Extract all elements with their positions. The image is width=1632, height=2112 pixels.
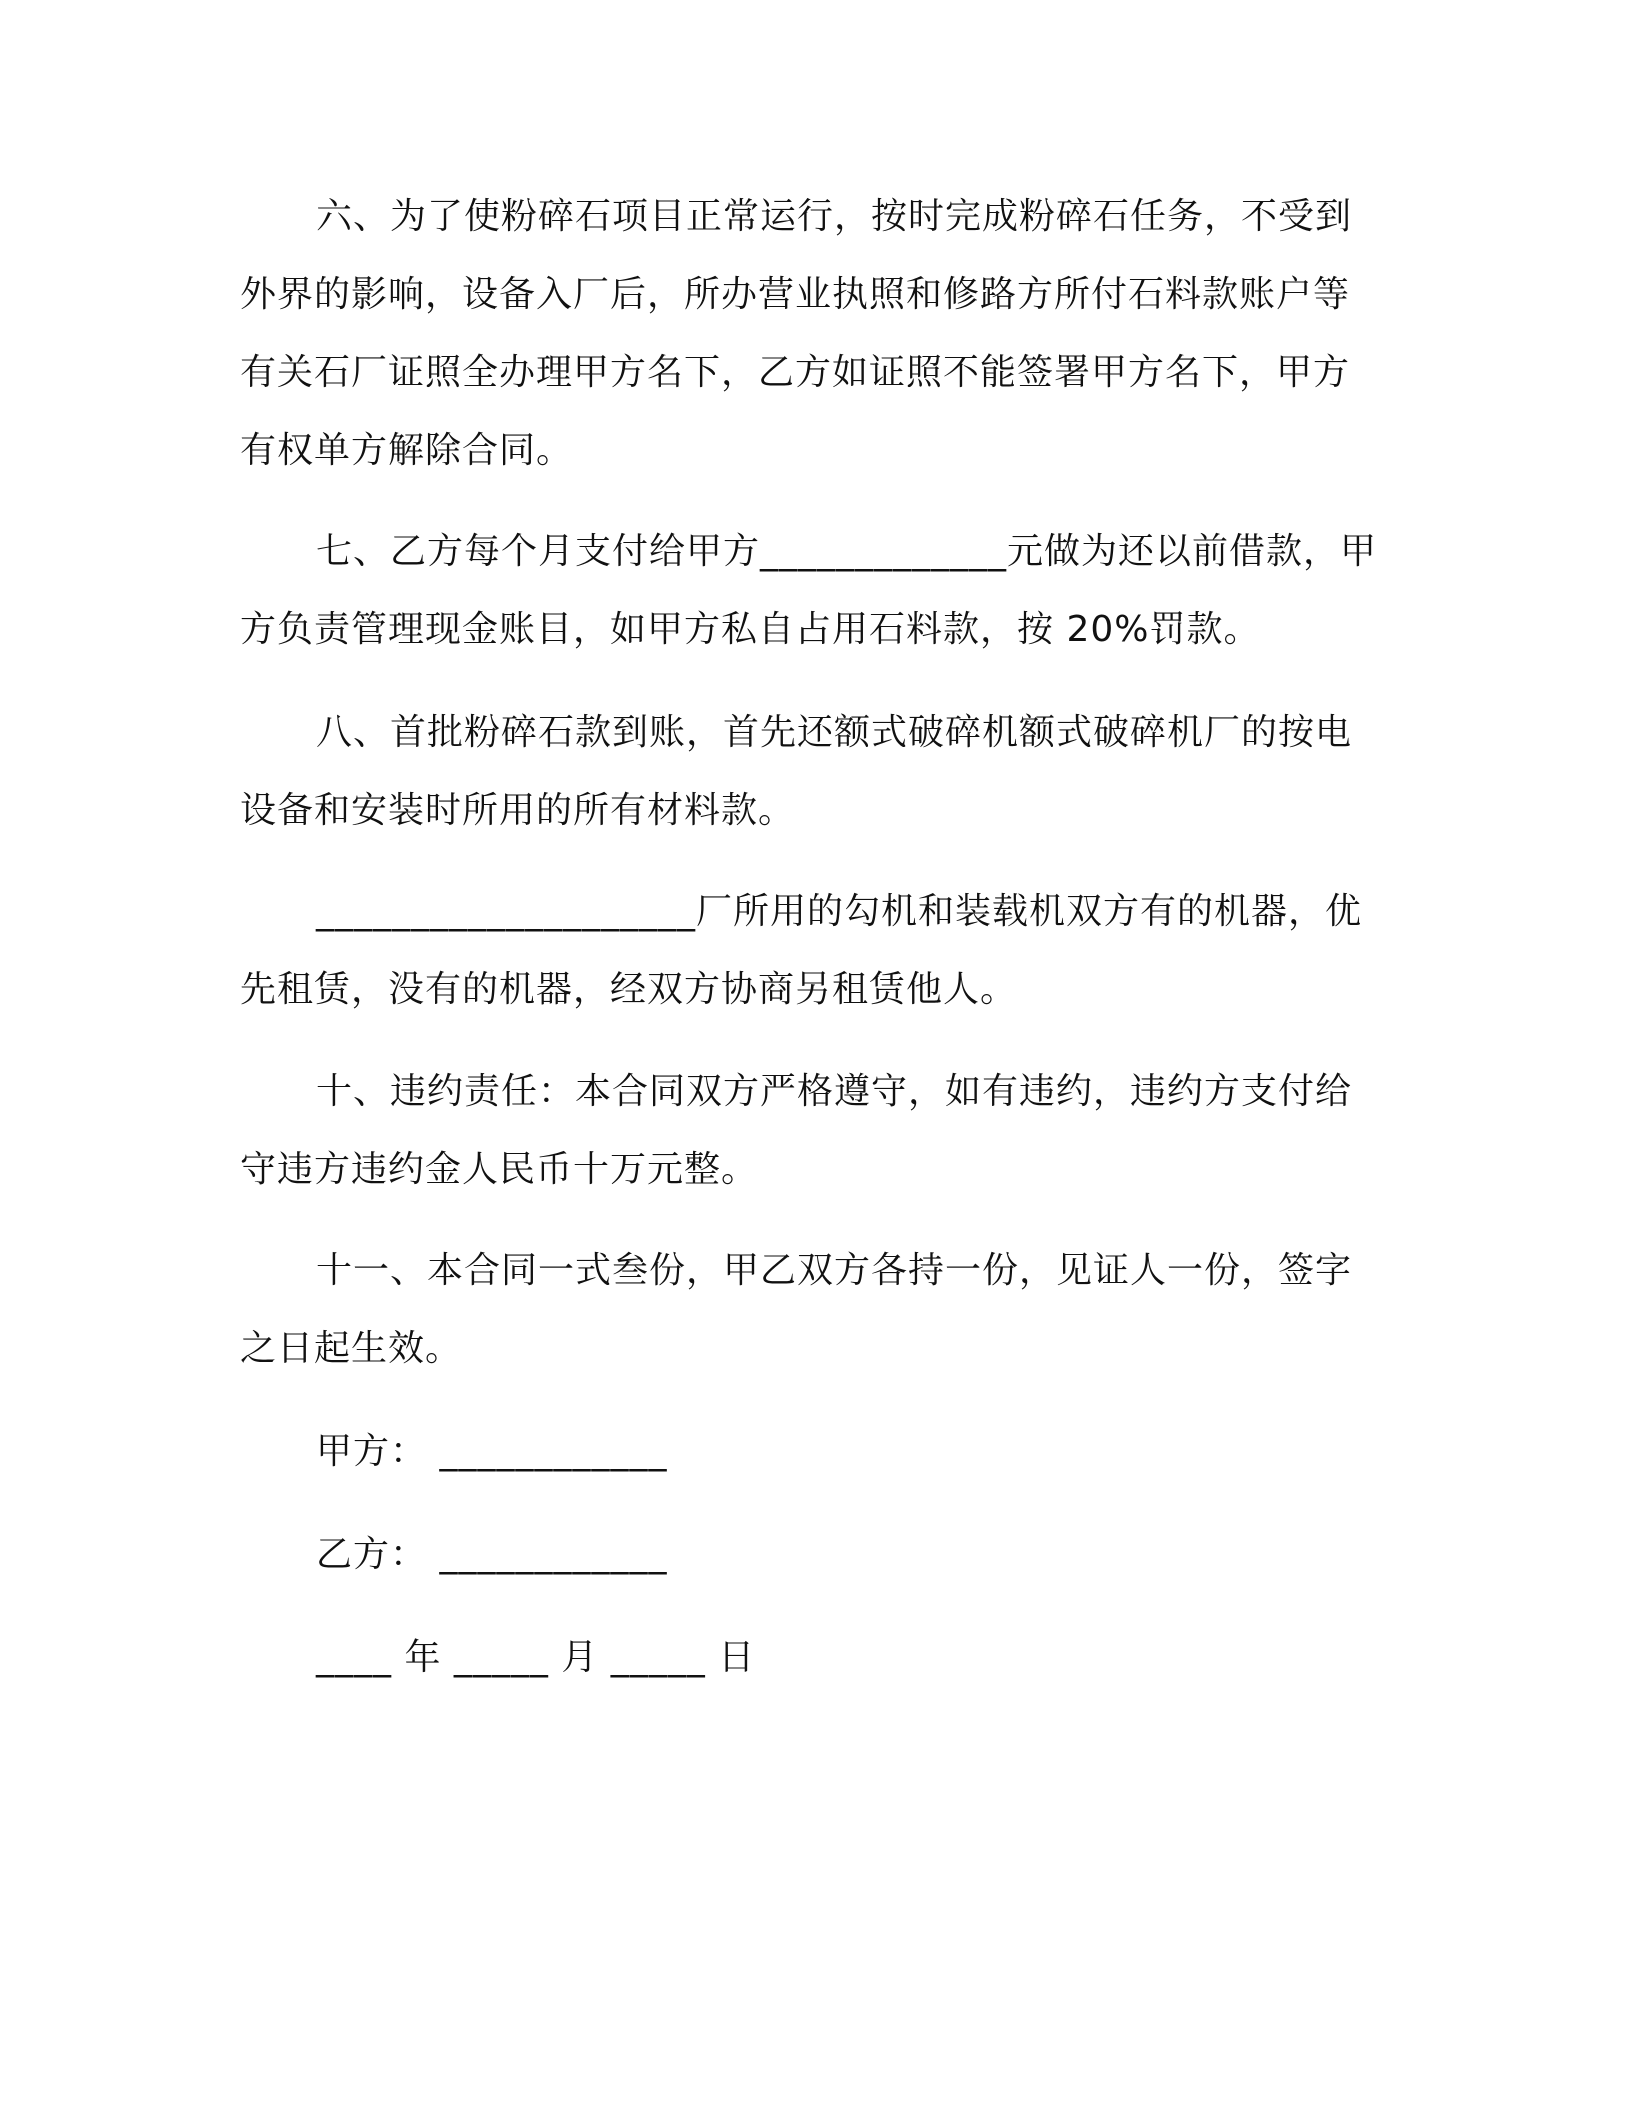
clause-11-line-1: 十一、本合同一式叁份，甲乙双方各持一份，见证人一份，签字: [316, 1250, 1353, 1291]
clause-6-line-1: 六、为了使粉碎石项目正常运行，按时完成粉碎石任务，不受到: [316, 196, 1353, 237]
clause-6-line-4: 有权单方解除合同。: [240, 430, 574, 471]
clause-8-line-2: 设备和安装时所用的所有材料款。: [240, 790, 796, 831]
clause-6-line-3: 有关石厂证照全办理甲方名下，乙方如证照不能签署甲方名下，甲方: [240, 352, 1351, 393]
party-b-signature: 乙方： ____________: [316, 1534, 668, 1575]
signature-date: ____ 年 _____ 月 _____ 日: [316, 1637, 756, 1678]
clause-6-line-2: 外界的影响，设备入厂后，所办营业执照和修路方所付石料款账户等: [240, 274, 1351, 315]
clause-10-line-1: 十、违约责任：本合同双方严格遵守，如有违约，违约方支付给: [316, 1071, 1353, 1112]
clause-8-line-1: 八、首批粉碎石款到账，首先还额式破碎机额式破碎机厂的按电: [316, 712, 1353, 753]
clause-10-line-2: 守违方违约金人民币十万元整。: [240, 1149, 759, 1190]
clause-9-line-1: ____________________厂所用的勾机和装载机双方有的机器，优: [316, 891, 1363, 932]
clause-7-line-1: 七、乙方每个月支付给甲方_____________元做为还以前借款，甲: [316, 531, 1378, 572]
clause-11-line-2: 之日起生效。: [240, 1328, 463, 1369]
clause-7-line-2: 方负责管理现金账目，如甲方私自占用石料款，按 20%罚款。: [240, 609, 1261, 650]
party-a-signature: 甲方： ____________: [316, 1431, 668, 1472]
clause-9-line-2: 先租赁，没有的机器，经双方协商另租赁他人。: [240, 969, 1018, 1010]
